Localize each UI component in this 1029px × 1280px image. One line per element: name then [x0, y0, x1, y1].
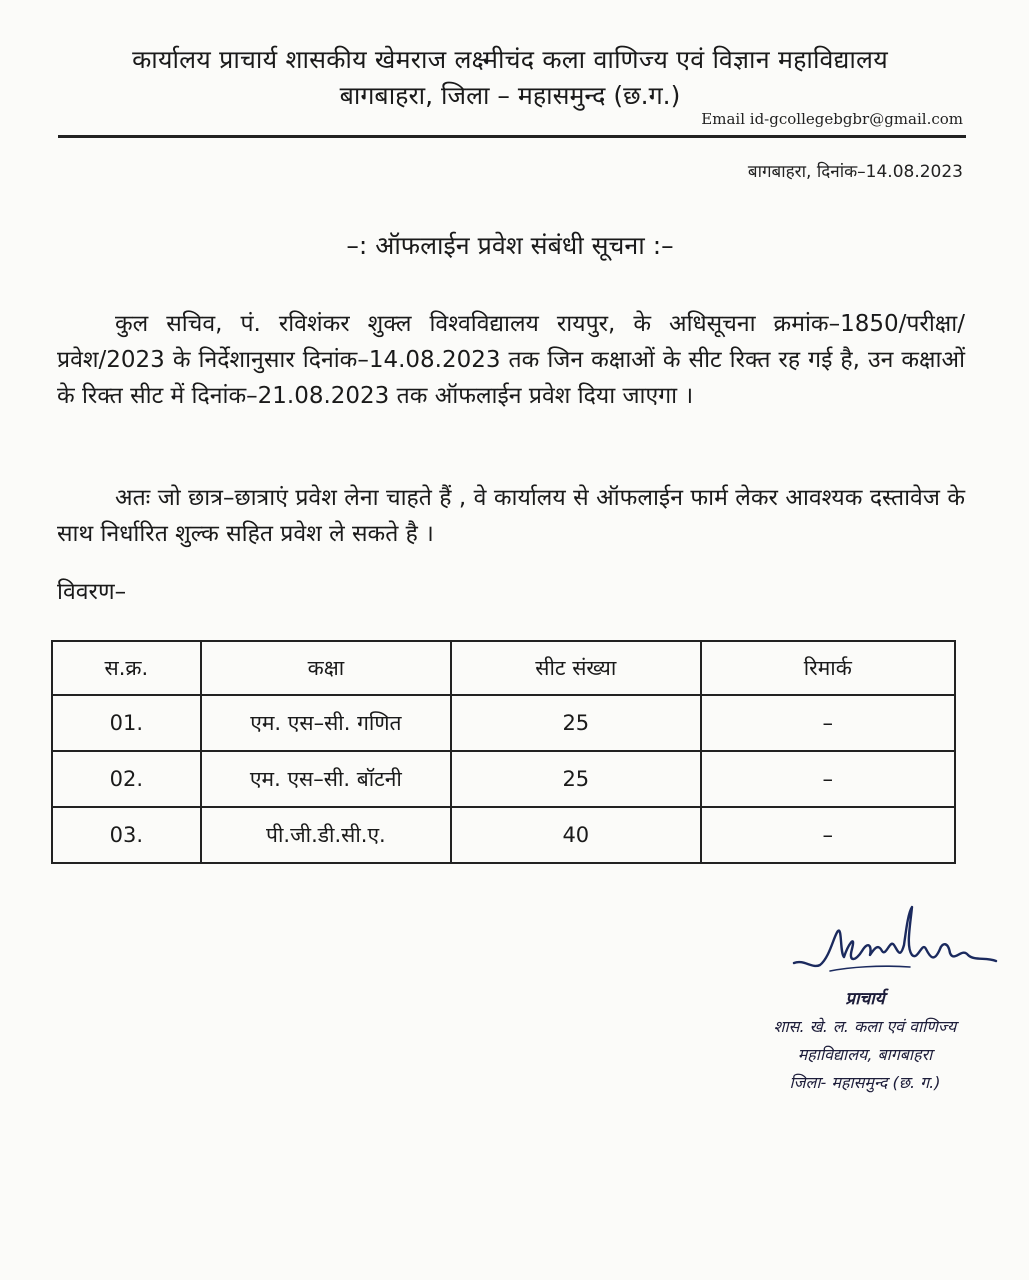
office-seal [760, 985, 970, 1097]
table-row [52, 695, 955, 751]
table-row [52, 751, 955, 807]
seat-vacancy-table [51, 640, 956, 864]
cell-class: पी.जी.डी.सी.ए. [201, 807, 451, 863]
office-name: कार्यालय प्राचार्य शासकीय खेमराज लक्ष्मीचंद कला वाणिज्य एवं विज्ञान महाविद्यालय [132, 45, 888, 74]
cell-remark: – [701, 695, 955, 751]
table-header-row [52, 641, 955, 695]
notice-subject: –: ऑफलाईन प्रवेश संबंधी सूचना :– [346, 231, 674, 260]
seal-line-3: जिला- महासमुन्द (छ. ग.) [789, 1073, 941, 1092]
cell-class: एम. एस–सी. गणित [201, 695, 451, 751]
seal-line-1: शास. खे. ल. कला एवं वाणिज्य [773, 1017, 957, 1036]
notice-paragraph-2: अतः जो छात्र–छात्राएं प्रवेश लेना चाहते हैं , वे कार्यालय से ऑफलाईन फार्म लेकर आवश्यक दस्तावेज के साथ निर्धारित शुल्क सहित प्रवेश ले सकते है । [57, 485, 965, 547]
header-seats: सीट संख्या [451, 641, 700, 695]
header-class: कक्षा [201, 641, 451, 695]
cell-remark: – [701, 807, 955, 863]
cell-seats: 40 [451, 807, 700, 863]
cell-serial: 03. [52, 807, 201, 863]
header-remark: रिमार्क [701, 641, 955, 695]
header-rule [58, 135, 966, 138]
place-and-date: बागबाहरा, दिनांक–14.08.2023 [747, 162, 963, 182]
cell-serial: 01. [52, 695, 201, 751]
cell-seats: 25 [451, 751, 700, 807]
email-address: Email id-gcollegebgbr@gmail.com [701, 110, 963, 128]
principal-signature [790, 905, 1000, 995]
header-serial: स.क्र. [52, 641, 201, 695]
details-label: विवरण– [57, 579, 127, 605]
seal-title: प्राचार्य [845, 989, 885, 1009]
cell-serial: 02. [52, 751, 201, 807]
seal-line-2: महाविद्यालय, बागबाहरा [797, 1045, 933, 1064]
office-location: बागबाहरा, जिला – महासमुन्द (छ.ग.) [339, 81, 681, 110]
cell-remark: – [701, 751, 955, 807]
cell-class: एम. एस–सी. बॉटनी [201, 751, 451, 807]
cell-seats: 25 [451, 695, 700, 751]
table-row [52, 807, 955, 863]
notice-paragraph-1: कुल सचिव, पं. रविशंकर शुक्ल विश्वविद्यालय रायपुर, के अधिसूचना क्रमांक–1850/परीक्षा/प्रवेश/2023 के निर्देशानुसार दिनांक–14.08.2023 तक जिन कक्षाओं के सीट रिक्त रह गई है, उन कक्षाओं के रिक्त सीट में दिनांक–21.08.2023 तक ऑफलाईन प्रवेश दिया जाएगा । [57, 311, 965, 409]
